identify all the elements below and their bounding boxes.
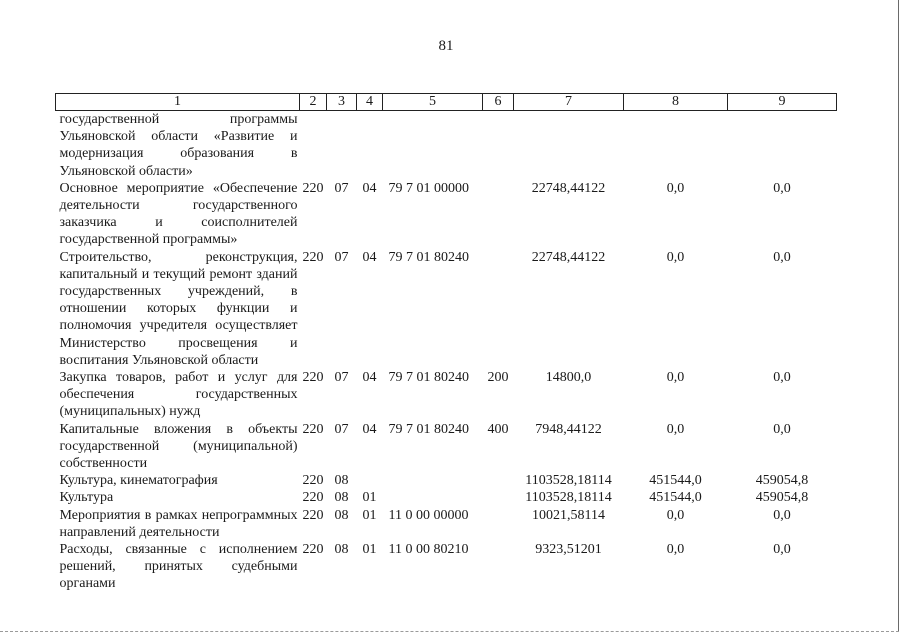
row-name: Расходы, связанные с исполнением решений, принятых судебными органами — [59, 542, 298, 592]
row-amount-2: 0,0 — [666, 370, 685, 386]
header-col-6: 6 — [483, 94, 514, 111]
row-amount-3: 0,0 — [773, 542, 791, 558]
row-subsection-code: 01 — [362, 507, 377, 523]
header-col-2: 2 — [300, 94, 327, 111]
row-amount-1 — [514, 111, 624, 180]
row-ministry-code: 220 — [302, 542, 324, 558]
page-edge-bottom — [0, 630, 899, 632]
row-amount-3: 459054,8 — [755, 473, 809, 489]
row-ministry-code: 220 — [302, 490, 324, 506]
header-col-3: 3 — [327, 94, 357, 111]
table-row — [56, 507, 837, 541]
row-section-code: 08 — [334, 473, 349, 489]
row-expense-type — [483, 541, 514, 593]
row-section-code: 08 — [334, 542, 349, 558]
row-amount-3 — [728, 111, 837, 180]
table-row — [56, 489, 837, 506]
row-ministry-code: 220 — [302, 180, 324, 196]
row-name: Капитальные вложения в объекты государственной (муниципальной) собственности — [59, 421, 298, 472]
table-row — [56, 541, 837, 593]
row-amount-3: 0,0 — [773, 180, 791, 196]
row-subsection-code: 01 — [362, 490, 377, 506]
table-row — [56, 180, 837, 249]
row-name: государственной программы Ульяновской области «Развитие и модернизация образования в Ульяновской области» — [59, 112, 298, 179]
row-name: Строительство, реконструкция, капитальный и текущий ремонт зданий государственных учреждений, в отношении которых функции и полномочия учредителя осуществляет Министерство просвещения и воспитания Ульяновской области — [59, 249, 298, 368]
table-row — [56, 472, 837, 489]
row-expense-type — [483, 489, 514, 506]
row-ministry-code: 220 — [302, 421, 324, 437]
row-section-code: 07 — [334, 370, 349, 386]
row-section-code — [327, 111, 357, 180]
row-section-code: 08 — [334, 490, 349, 506]
row-target-code — [383, 472, 483, 489]
row-target-code — [383, 489, 483, 506]
row-target-code: 79 7 01 00000 — [388, 180, 469, 196]
row-amount-2: 0,0 — [666, 421, 685, 437]
row-target-code: 79 7 01 80240 — [388, 370, 469, 386]
row-amount-1: 22748,44122 — [531, 180, 606, 196]
row-amount-1: 1103528,18114 — [525, 473, 612, 489]
header-col-1: 1 — [56, 94, 300, 111]
row-target-code: 11 0 00 00000 — [388, 507, 469, 523]
row-target-code — [383, 111, 483, 180]
row-expense-type — [483, 249, 514, 369]
row-ministry-code: 220 — [302, 473, 324, 489]
row-expense-type: 200 — [487, 370, 509, 386]
row-target-code: 79 7 01 80240 — [388, 249, 469, 265]
row-section-code: 07 — [334, 421, 349, 437]
row-amount-3: 0,0 — [773, 507, 791, 523]
header-col-7: 7 — [514, 94, 624, 111]
row-name: Культура, кинематография — [59, 473, 218, 489]
row-section-code: 07 — [334, 180, 349, 196]
table-row — [56, 249, 837, 369]
row-expense-type — [483, 507, 514, 541]
table-row — [56, 369, 837, 421]
row-amount-2: 0,0 — [666, 249, 685, 265]
row-ministry-code: 220 — [302, 370, 324, 386]
row-section-code: 07 — [334, 249, 349, 265]
row-target-code: 11 0 00 80210 — [388, 542, 469, 558]
row-target-code: 79 7 01 80240 — [388, 421, 469, 437]
row-amount-1: 7948,44122 — [535, 421, 602, 437]
budget-table — [55, 93, 837, 593]
row-amount-2: 0,0 — [666, 542, 685, 558]
row-amount-3: 0,0 — [773, 249, 791, 265]
page-edge-right — [898, 0, 899, 632]
row-name: Основное мероприятие «Обеспечение деятельности государственного заказчика и соисполнителей государственной программы» — [59, 180, 298, 248]
table-header-row — [56, 94, 837, 111]
header-col-8: 8 — [624, 94, 728, 111]
table-row — [56, 421, 837, 473]
row-amount-3: 0,0 — [773, 421, 791, 437]
row-name: Мероприятия в рамках непрограммных направлений деятельности — [59, 507, 298, 540]
row-subsection-code — [357, 472, 383, 489]
row-amount-2: 0,0 — [666, 180, 685, 196]
row-expense-type: 400 — [487, 421, 509, 437]
row-subsection-code — [357, 111, 383, 180]
row-subsection-code: 04 — [362, 249, 377, 265]
row-amount-1: 1103528,18114 — [525, 490, 612, 506]
row-section-code: 08 — [334, 507, 349, 523]
row-expense-type — [483, 111, 514, 180]
row-expense-type — [483, 180, 514, 249]
row-subsection-code: 01 — [362, 542, 377, 558]
header-col-4: 4 — [357, 94, 383, 111]
row-amount-2: 0,0 — [666, 507, 685, 523]
row-amount-2: 451544,0 — [649, 473, 702, 489]
row-amount-1: 9323,51201 — [535, 542, 602, 558]
row-amount-1: 14800,0 — [545, 370, 592, 386]
row-expense-type — [483, 472, 514, 489]
table-row — [56, 111, 837, 180]
page-number: 81 — [438, 38, 454, 54]
row-ministry-code: 220 — [302, 249, 324, 265]
row-name: Закупка товаров, работ и услуг для обеспечения государственных (муниципальных) нужд — [59, 370, 298, 420]
row-subsection-code: 04 — [362, 180, 377, 196]
row-amount-2 — [624, 111, 728, 180]
row-ministry-code — [300, 111, 327, 180]
row-name: Культура — [59, 490, 114, 506]
row-amount-3: 0,0 — [773, 370, 791, 386]
row-subsection-code: 04 — [362, 421, 377, 437]
row-amount-1: 10021,58114 — [532, 507, 605, 523]
header-col-9: 9 — [728, 94, 837, 111]
row-amount-3: 459054,8 — [755, 490, 809, 506]
row-amount-2: 451544,0 — [649, 490, 702, 506]
row-ministry-code: 220 — [302, 507, 324, 523]
header-col-5: 5 — [383, 94, 483, 111]
row-subsection-code: 04 — [362, 370, 377, 386]
row-amount-1: 22748,44122 — [531, 249, 606, 265]
